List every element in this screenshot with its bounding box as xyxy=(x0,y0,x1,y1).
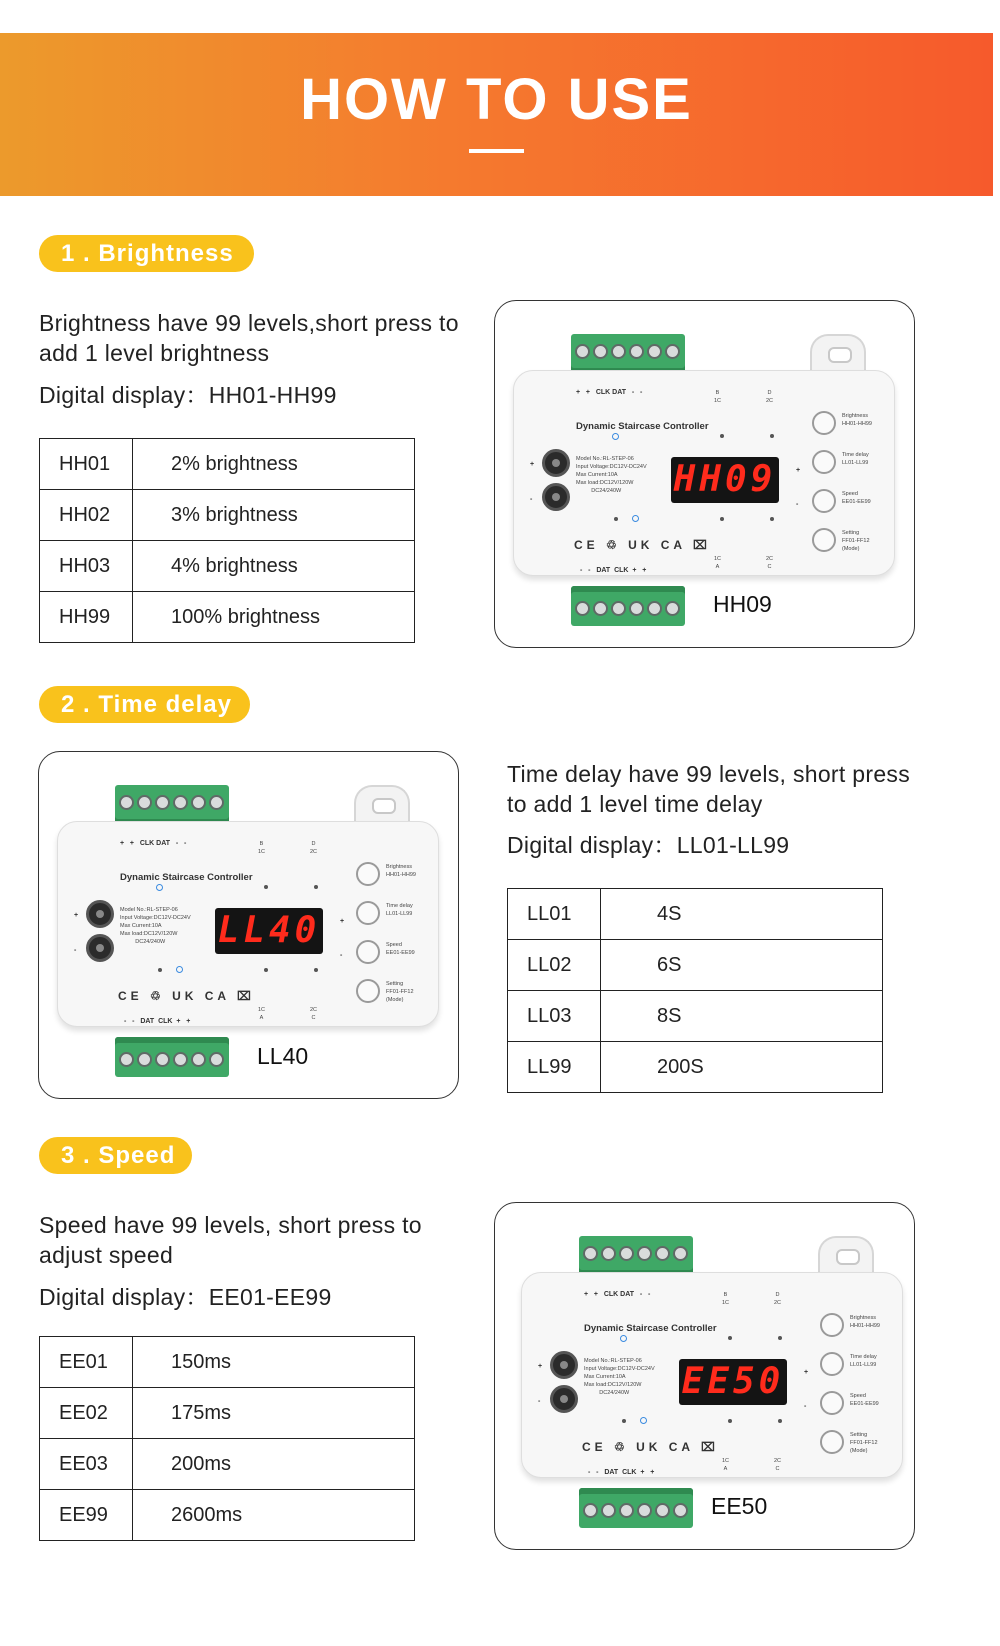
controller-housing xyxy=(57,821,439,1027)
button-label: Time delay LL01-LL99 xyxy=(850,1354,877,1368)
photo-caption: HH09 xyxy=(713,591,772,617)
table-value: 2600ms xyxy=(133,1490,415,1541)
controller-housing xyxy=(513,370,895,576)
screw-icon xyxy=(611,344,626,359)
controller-housing xyxy=(521,1272,903,1478)
button-label: Setting FF01-FF12 (Mode) xyxy=(850,1432,878,1454)
plus-label: + xyxy=(340,918,345,925)
screw-icon xyxy=(665,601,680,616)
screw-icon xyxy=(137,1052,152,1067)
minus-label: - xyxy=(538,1398,541,1405)
speed-display-range: Digital display：EE01-EE99 xyxy=(39,1284,332,1310)
screw-icon xyxy=(583,1503,598,1518)
screw-icon xyxy=(173,1052,188,1067)
table-key: HH01 xyxy=(40,439,133,490)
channel-label-a: 1C A xyxy=(722,1458,730,1472)
brightness-button[interactable] xyxy=(820,1313,844,1337)
minus-label: - xyxy=(796,501,799,508)
section-pill-time-delay: 2 . Time delay xyxy=(39,686,250,723)
time-delay-button[interactable] xyxy=(356,901,380,925)
screw-icon xyxy=(655,1503,670,1518)
screw-icon xyxy=(173,795,188,810)
speed-table xyxy=(39,1336,415,1541)
potentiometer-icon xyxy=(86,900,114,928)
table-row xyxy=(508,1042,883,1093)
screw-icon xyxy=(583,1246,598,1261)
button-label: Time delay LL01-LL99 xyxy=(842,452,869,466)
dot xyxy=(778,1419,782,1423)
channel-label-a: 1C A xyxy=(258,1007,266,1021)
table-row xyxy=(508,991,883,1042)
button-label: Brightness HH01-HH99 xyxy=(842,413,872,427)
controller-photo-ee50 xyxy=(494,1202,915,1550)
top-pin-labels: + + CLK DAT - - xyxy=(584,1291,651,1298)
button-label: Speed EE01-EE99 xyxy=(842,491,871,505)
table-value: 175ms xyxy=(133,1388,415,1439)
channel-label-b: B 1C xyxy=(714,390,722,404)
table-value: 200S xyxy=(601,1042,883,1093)
status-led-icon xyxy=(620,1335,627,1342)
screw-icon xyxy=(637,1246,652,1261)
channel-label-d: D 2C xyxy=(774,1292,782,1306)
status-led-icon xyxy=(612,433,619,440)
speed-button[interactable] xyxy=(820,1391,844,1415)
controller-photo-ll40 xyxy=(38,751,459,1099)
certification-marks: CE ♲ UK CA ⌧ xyxy=(574,538,711,552)
plus-label: + xyxy=(804,1369,809,1376)
dot xyxy=(728,1336,732,1340)
button-label: Time delay LL01-LL99 xyxy=(386,903,413,917)
top-pin-labels: + + CLK DAT - - xyxy=(120,840,187,847)
spec-label: Model No.:RL-STEP-06 Input Voltage:DC12V-DC24V Max Current:10A Max load:DC12V/120W DC24/240W xyxy=(584,1358,655,1396)
table-key: HH02 xyxy=(40,490,133,541)
speed-button[interactable] xyxy=(812,489,836,513)
table-key: LL02 xyxy=(508,940,601,991)
table-row xyxy=(40,592,415,643)
bottom-terminal-block xyxy=(579,1488,693,1528)
table-row xyxy=(40,1490,415,1541)
screw-icon xyxy=(209,795,224,810)
brightness-button[interactable] xyxy=(356,862,380,886)
table-key: HH99 xyxy=(40,592,133,643)
table-row xyxy=(40,1388,415,1439)
status-led-icon xyxy=(156,884,163,891)
dot xyxy=(264,885,268,889)
dot xyxy=(720,517,724,521)
bottom-pin-labels: - - DAT CLK + + xyxy=(580,567,647,574)
table-row xyxy=(40,1337,415,1388)
controller-photo-hh09 xyxy=(494,300,915,648)
top-terminal-block xyxy=(115,785,229,825)
screw-icon xyxy=(601,1503,616,1518)
dot xyxy=(264,968,268,972)
screw-icon xyxy=(601,1246,616,1261)
screw-icon xyxy=(575,601,590,616)
screw-icon xyxy=(593,601,608,616)
potentiometer-icon xyxy=(550,1385,578,1413)
screw-icon xyxy=(619,1246,634,1261)
screw-icon xyxy=(647,601,662,616)
potentiometer-icon xyxy=(550,1351,578,1379)
plus-label: + xyxy=(796,467,801,474)
screw-icon xyxy=(637,1503,652,1518)
time-delay-display-range: Digital display：LL01-LL99 xyxy=(507,832,790,858)
channel-label-a: 1C A xyxy=(714,556,722,570)
table-row xyxy=(40,541,415,592)
table-key: LL03 xyxy=(508,991,601,1042)
table-row xyxy=(40,439,415,490)
photo-caption: LL40 xyxy=(257,1043,309,1069)
setting-button[interactable] xyxy=(820,1430,844,1454)
section-pill-brightness: 1 . Brightness xyxy=(39,235,254,272)
controller-title: Dynamic Staircase Controller xyxy=(120,872,253,883)
table-key: EE01 xyxy=(40,1337,133,1388)
button-label: Speed EE01-EE99 xyxy=(386,942,415,956)
bottom-pin-labels: - - DAT CLK + + xyxy=(588,1469,655,1476)
spec-label: Model No.:RL-STEP-06 Input Voltage:DC12V-DC24V Max Current:10A Max load:DC12V/120W DC24/240W xyxy=(576,456,647,494)
time-delay-table xyxy=(507,888,883,1093)
controller-title: Dynamic Staircase Controller xyxy=(584,1323,717,1334)
table-value: 100% brightness xyxy=(133,592,415,643)
screw-icon xyxy=(119,795,134,810)
dot xyxy=(622,1419,626,1423)
dot xyxy=(314,968,318,972)
bottom-terminal-block xyxy=(571,586,685,626)
bottom-terminal-block xyxy=(115,1037,229,1077)
title-underline xyxy=(469,149,524,153)
screw-icon xyxy=(647,344,662,359)
mounting-tab xyxy=(354,785,410,825)
time-delay-description: Time delay have 99 levels, short press to add 1 level time delay xyxy=(507,761,911,817)
dot xyxy=(314,885,318,889)
digital-display: HH09 xyxy=(671,457,779,503)
button-label: Speed EE01-EE99 xyxy=(850,1393,879,1407)
brightness-display-range: Digital display：HH01-HH99 xyxy=(39,382,337,408)
potentiometer-icon xyxy=(542,483,570,511)
channel-label-c: 2C C xyxy=(774,1458,782,1472)
screw-icon xyxy=(137,795,152,810)
screw-icon xyxy=(665,344,680,359)
top-pin-labels: + + CLK DAT - - xyxy=(576,389,643,396)
potentiometer-icon xyxy=(86,934,114,962)
plus-label: + xyxy=(538,1363,543,1370)
speed-button[interactable] xyxy=(356,940,380,964)
screw-icon xyxy=(209,1052,224,1067)
table-value: 6S xyxy=(601,940,883,991)
table-value: 3% brightness xyxy=(133,490,415,541)
brightness-description: Brightness have 99 levels,short press to add 1 level brightness xyxy=(39,310,459,366)
channel-label-c: 2C C xyxy=(310,1007,318,1021)
button-label: Setting FF01-FF12 (Mode) xyxy=(386,981,414,1003)
screw-icon xyxy=(191,795,206,810)
top-terminal-block xyxy=(571,334,685,374)
button-label: Setting FF01-FF12 (Mode) xyxy=(842,530,870,552)
screw-icon xyxy=(629,344,644,359)
button-label: Brightness HH01-HH99 xyxy=(850,1315,880,1329)
table-value: 150ms xyxy=(133,1337,415,1388)
time-delay-button[interactable] xyxy=(820,1352,844,1376)
screw-icon xyxy=(593,344,608,359)
screw-icon xyxy=(611,601,626,616)
table-value: 2% brightness xyxy=(133,439,415,490)
minus-label: - xyxy=(74,947,77,954)
time-delay-button[interactable] xyxy=(812,450,836,474)
dot xyxy=(614,517,618,521)
bottom-pin-labels: - - DAT CLK + + xyxy=(124,1018,191,1025)
table-key: LL99 xyxy=(508,1042,601,1093)
screw-icon xyxy=(655,1246,670,1261)
screw-icon xyxy=(119,1052,134,1067)
dot xyxy=(728,1419,732,1423)
table-value: 8S xyxy=(601,991,883,1042)
dot xyxy=(770,434,774,438)
controller-title: Dynamic Staircase Controller xyxy=(576,421,709,432)
table-key: EE03 xyxy=(40,1439,133,1490)
dot xyxy=(720,434,724,438)
channel-label-d: D 2C xyxy=(310,841,318,855)
dot xyxy=(770,517,774,521)
mounting-tab xyxy=(810,334,866,374)
screw-icon xyxy=(673,1246,688,1261)
section-pill-speed: 3 . Speed xyxy=(39,1137,192,1174)
digital-display: EE50 xyxy=(679,1359,787,1405)
table-key: HH03 xyxy=(40,541,133,592)
table-value: 200ms xyxy=(133,1439,415,1490)
plus-label: + xyxy=(74,912,79,919)
screw-icon xyxy=(575,344,590,359)
setting-button[interactable] xyxy=(356,979,380,1003)
top-terminal-block xyxy=(579,1236,693,1276)
table-row xyxy=(40,490,415,541)
digital-display: LL40 xyxy=(215,908,323,954)
status-led-icon xyxy=(640,1417,647,1424)
speed-description: Speed have 99 levels, short press to adjust speed xyxy=(39,1212,422,1268)
setting-button[interactable] xyxy=(812,528,836,552)
table-row xyxy=(508,940,883,991)
brightness-button[interactable] xyxy=(812,411,836,435)
channel-label-b: B 1C xyxy=(722,1292,730,1306)
channel-label-b: B 1C xyxy=(258,841,266,855)
status-led-icon xyxy=(632,515,639,522)
dot xyxy=(778,1336,782,1340)
table-value: 4S xyxy=(601,889,883,940)
certification-marks: CE ♲ UK CA ⌧ xyxy=(582,1440,719,1454)
table-key: EE02 xyxy=(40,1388,133,1439)
table-value: 4% brightness xyxy=(133,541,415,592)
spec-label: Model No.:RL-STEP-06 Input Voltage:DC12V-DC24V Max Current:10A Max load:DC12V/120W DC24/240W xyxy=(120,907,191,945)
screw-icon xyxy=(629,601,644,616)
minus-label: - xyxy=(340,952,343,959)
brightness-table xyxy=(39,438,415,643)
photo-caption: EE50 xyxy=(711,1493,768,1519)
table-row xyxy=(508,889,883,940)
status-led-icon xyxy=(176,966,183,973)
minus-label: - xyxy=(804,1403,807,1410)
potentiometer-icon xyxy=(542,449,570,477)
screw-icon xyxy=(619,1503,634,1518)
minus-label: - xyxy=(530,496,533,503)
table-row xyxy=(40,1439,415,1490)
screw-icon xyxy=(191,1052,206,1067)
screw-icon xyxy=(673,1503,688,1518)
dot xyxy=(158,968,162,972)
button-label: Brightness HH01-HH99 xyxy=(386,864,416,878)
channel-label-c: 2C C xyxy=(766,556,774,570)
channel-label-d: D 2C xyxy=(766,390,774,404)
screw-icon xyxy=(155,1052,170,1067)
plus-label: + xyxy=(530,461,535,468)
certification-marks: CE ♲ UK CA ⌧ xyxy=(118,989,255,1003)
table-key: LL01 xyxy=(508,889,601,940)
page-title: HOW TO USE xyxy=(300,67,693,132)
screw-icon xyxy=(155,795,170,810)
table-key: EE99 xyxy=(40,1490,133,1541)
mounting-tab xyxy=(818,1236,874,1276)
